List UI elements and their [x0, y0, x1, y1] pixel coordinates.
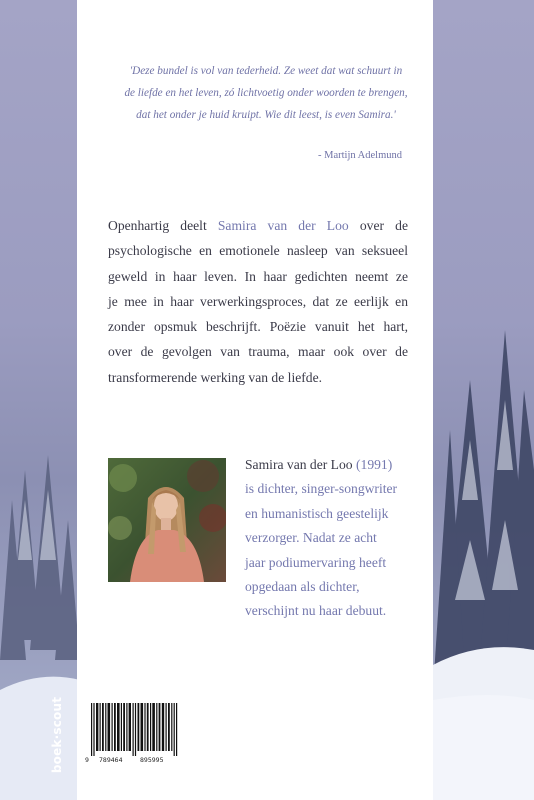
bio-name-line: [245, 453, 410, 477]
bio-line: en humanistisch geestelijk: [245, 505, 389, 521]
quote-attribution: - Martijn Adelmund: [318, 150, 402, 161]
endorsement-quote: [96, 60, 436, 126]
isbn-first-digit: 9: [85, 756, 89, 764]
author-name-highlight: Samira van der Loo: [217, 218, 349, 233]
isbn-right-digits: 895995: [140, 756, 164, 764]
blurb-line: je mee in haar verwerkingsproces, dat ze eerlijk en: [108, 293, 408, 309]
author-bio: [245, 453, 410, 624]
blurb-line: geweld in haar leven. In haar gedichten neemt ze: [108, 268, 408, 284]
publisher-logo: boek·scout: [50, 696, 64, 774]
bio-line: verzorger. Nadat ze acht: [245, 530, 377, 546]
book-description: [108, 213, 408, 390]
blurb-line: psychologische en emotionele nasleep van seksueel: [108, 243, 408, 259]
bio-line: verschijnt nu haar debuut.: [245, 603, 387, 619]
blurb-line: Openhartig deelt Samira van der Loo over de: [108, 218, 408, 233]
birth-year: (1991): [356, 457, 393, 472]
quote-line: 'Deze bundel is vol van tederheid. Ze weet dat wat schuurt in: [129, 65, 403, 77]
blurb-line: zonder opsmuk beschrijft. Poëzie vanuit het hart,: [108, 319, 408, 335]
bio-line: jaar podiumervaring heeft: [245, 554, 387, 570]
bio-line: is dichter, singer-songwriter: [245, 481, 398, 497]
bio-line: opgedaan als dichter,: [245, 579, 360, 595]
isbn-left-digits: 789464: [99, 756, 123, 764]
author-photo: [108, 458, 226, 582]
quote-line: dat het onder je huid kruipt. Wie dit leest, is even Samira.': [136, 109, 396, 121]
blurb-line: over de gevolgen van trauma, maar ook over de: [108, 344, 408, 360]
isbn-digits: [84, 754, 184, 766]
quote-line: de liefde en het leven, zó lichtvoetig onder woorden te brengen,: [124, 87, 408, 99]
author-name: Samira van der Loo: [245, 457, 353, 472]
blurb-line: transformerende werking van de liefde.: [108, 369, 323, 385]
